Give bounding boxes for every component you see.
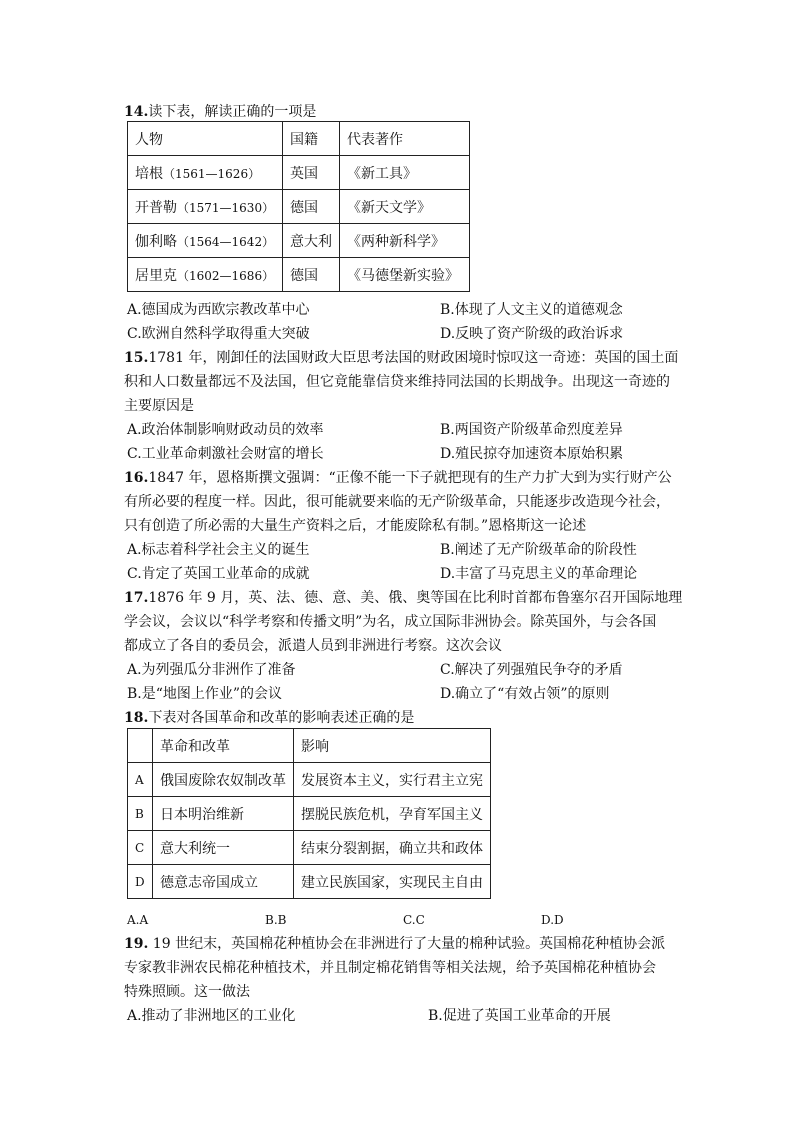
q16-option-b[interactable]: B.阐述了无产阶级革命的阶段性 xyxy=(440,542,637,558)
q17-line-2: 学会议，会议以“科学考察和传播文明”为名，成立国际非洲协会。除英国外，与会各国 xyxy=(124,614,657,630)
table-row xyxy=(128,763,491,797)
q18-option-d[interactable]: D.D xyxy=(541,913,564,927)
q15-option-a[interactable]: A.政治体制影响财政动员的效率 xyxy=(127,422,324,438)
person-name: 伽利略 xyxy=(135,233,177,250)
table-header-row xyxy=(128,122,470,156)
table-header-cell: 国籍 xyxy=(283,122,340,156)
person-name: 开普勒 xyxy=(135,199,177,216)
q16-option-c[interactable]: C.肯定了英国工业革命的成就 xyxy=(127,566,310,582)
q17-line-1 xyxy=(124,586,684,610)
row-label: B xyxy=(128,797,153,831)
q14-option-c[interactable]: C.欧洲自然科学取得重大突破 xyxy=(127,326,310,342)
table-row xyxy=(128,258,470,292)
table-header-cell: 代表著作 xyxy=(340,122,470,156)
q14-table xyxy=(127,121,470,292)
q18-number: 18. xyxy=(124,710,149,726)
person-years: （1602—1686） xyxy=(177,268,275,283)
event-cell: 德意志帝国成立 xyxy=(153,865,294,899)
work-cell: 《两种新科学》 xyxy=(340,224,470,258)
effect-cell: 结束分裂割据，确立共和政体 xyxy=(294,831,491,865)
person-cell xyxy=(128,190,283,224)
q17-option-c[interactable]: C.解决了列强殖民争夺的矛盾 xyxy=(440,662,623,678)
event-cell: 俄国废除农奴制改革 xyxy=(153,763,294,797)
q16-line-2: 有所必要的程度一样。因此，很可能就要来临的无产阶级革命，只能逐步改造现今社会， xyxy=(124,494,670,510)
q18-stem-text: 下表对各国革命和改革的影响表述正确的是 xyxy=(148,710,415,726)
q15-line-1 xyxy=(124,346,684,370)
nation-cell: 英国 xyxy=(283,156,340,190)
q18-table xyxy=(127,728,491,899)
q14-option-a[interactable]: A.德国成为西欧宗教改革中心 xyxy=(127,302,310,318)
q19-text: 19 世纪末，英国棉花种植协会在非洲进行了大量的棉种试验。英国棉花种植协会派 xyxy=(148,936,666,952)
q19-line-1 xyxy=(124,932,684,956)
table-header-cell xyxy=(128,729,153,763)
person-years: （1561—1626） xyxy=(163,166,261,181)
q16-line-1 xyxy=(124,466,684,490)
q19-line-2: 专家教非洲农民棉花种植技术，并且制定棉花销售等相关法规，给予英国棉花种植协会 xyxy=(124,960,656,976)
q14-stem-text: 读下表，解读正确的一项是 xyxy=(148,104,317,120)
person-cell xyxy=(128,156,283,190)
effect-cell: 摆脱民族危机，孕育军国主义 xyxy=(294,797,491,831)
row-label: A xyxy=(128,763,153,797)
person-years: （1571—1630） xyxy=(177,200,275,215)
table-header-row xyxy=(128,729,491,763)
q17-option-d[interactable]: D.确立了“有效占领”的原则 xyxy=(440,686,610,702)
q15-option-d[interactable]: D.殖民掠夺加速资本原始积累 xyxy=(440,446,624,462)
q17-text: 1876 年 9 月，英、法、德、意、美、俄、奥等国在比利时首都布鲁塞尔召开国际地理 xyxy=(148,590,683,606)
table-row xyxy=(128,224,470,258)
event-cell: 意大利统一 xyxy=(153,831,294,865)
q16-option-d[interactable]: D.丰富了马克思主义的革命理论 xyxy=(440,566,638,582)
table-row xyxy=(128,190,470,224)
q17-option-b[interactable]: B.是“地图上作业”的会议 xyxy=(127,686,283,702)
q15-number: 15. xyxy=(124,350,149,366)
nation-cell: 德国 xyxy=(283,258,340,292)
q15-line-2: 积和人口数量都远不及法国，但它竟能靠信贷来维持同法国的长期战争。出现这一奇迹的 xyxy=(124,374,670,390)
q15-line-3: 主要原因是 xyxy=(124,398,194,414)
event-cell: 日本明治维新 xyxy=(153,797,294,831)
effect-cell: 建立民族国家，实现民主自由 xyxy=(294,865,491,899)
table-row xyxy=(128,831,491,865)
q18-option-c[interactable]: C.C xyxy=(403,913,425,927)
work-cell: 《新天文学》 xyxy=(340,190,470,224)
row-label: D xyxy=(128,865,153,899)
q16-option-a[interactable]: A.标志着科学社会主义的诞生 xyxy=(127,542,310,558)
effect-cell: 发展资本主义，实行君主立宪 xyxy=(294,763,491,797)
row-label: C xyxy=(128,831,153,865)
q15-text: 1781 年，刚卸任的法国财政大臣思考法国的财政困境时惊叹这一奇迹：英国的国土面 xyxy=(148,350,679,366)
q14-option-b[interactable]: B.体现了人文主义的道德观念 xyxy=(440,302,623,318)
person-cell xyxy=(128,258,283,292)
table-header-cell: 人物 xyxy=(128,122,283,156)
q19-option-a[interactable]: A.推动了非洲地区的工业化 xyxy=(127,1008,296,1024)
q15-option-b[interactable]: B.两国资产阶级革命烈度差异 xyxy=(440,422,623,438)
q15-option-c[interactable]: C.工业革命刺激社会财富的增长 xyxy=(127,446,324,462)
person-cell xyxy=(128,224,283,258)
nation-cell: 意大利 xyxy=(283,224,340,258)
table-row xyxy=(128,865,491,899)
table-row xyxy=(128,797,491,831)
person-name: 居里克 xyxy=(135,267,177,284)
q16-number: 16. xyxy=(124,470,149,486)
person-name: 培根 xyxy=(135,165,163,182)
table-header-cell: 革命和改革 xyxy=(153,729,294,763)
q17-option-a[interactable]: A.为列强瓜分非洲作了准备 xyxy=(127,662,296,678)
table-header-cell: 影响 xyxy=(294,729,491,763)
q14-number: 14. xyxy=(124,104,149,120)
q14-option-d[interactable]: D.反映了资产阶级的政治诉求 xyxy=(440,326,624,342)
q18-option-a[interactable]: A.A xyxy=(127,913,149,927)
person-years: （1564—1642） xyxy=(177,234,275,249)
q19-line-3: 特殊照顾。这一做法 xyxy=(124,984,250,1000)
q18-option-b[interactable]: B.B xyxy=(265,913,287,927)
q19-option-b[interactable]: B.促进了英国工业革命的开展 xyxy=(428,1008,611,1024)
nation-cell: 德国 xyxy=(283,190,340,224)
work-cell: 《新工具》 xyxy=(340,156,470,190)
q17-number: 17. xyxy=(124,590,149,606)
q17-line-3: 都成立了各自的委员会，派遣人员到非洲进行考察。这次会议 xyxy=(124,638,502,654)
q19-number: 19. xyxy=(124,936,149,952)
q16-line-3: 只有创造了所必需的大量生产资料之后，才能废除私有制。”恩格斯这一论述 xyxy=(124,518,587,534)
q18-stem xyxy=(124,706,684,730)
q16-text: 1847 年，恩格斯撰文强调：“正像不能一下子就把现有的生产力扩大到为实行财产公 xyxy=(148,470,672,486)
table-row xyxy=(128,156,470,190)
work-cell: 《马德堡新实验》 xyxy=(340,258,470,292)
